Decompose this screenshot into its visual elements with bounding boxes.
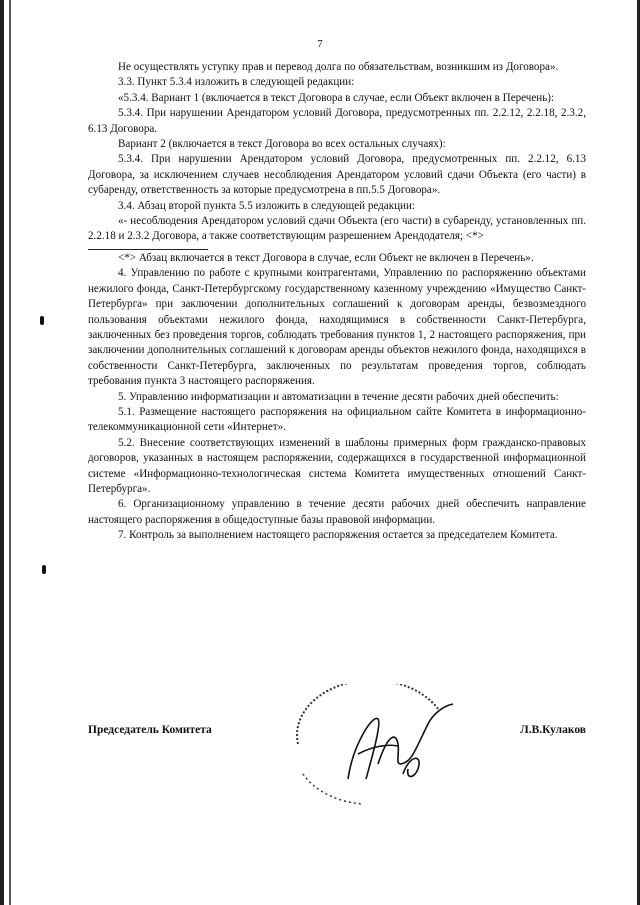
signatory-name: Л.В.Кулаков: [520, 724, 586, 736]
paragraph: 7. Контроль за выполнением настоящего распоряжения остается за председателем Комитета.: [118, 529, 558, 542]
signatory-title: Председатель Комитета: [88, 724, 212, 736]
paragraph: 4. Управлению по работе с крупными контрагентами, Управлению по распоряжению объектами нежилого фонда, Санкт-Петербургскому государственному казенному учреждению «Имущество Санкт-Петербурга» при заключении дополнительных соглашений к договорам аренды, безвозмездного пользования объектами нежилого фонда, находящимися в собственности Санкт-Петербурга, заключенных без проведения торгов, соблюдать требования пунктов 1, 2 настоящего распоряжения, при заключении дополнительных соглашений к договорам аренды объектов нежилого фонда, находящихся в собственности Санкт-Петербурга, заключенных по результатам проведения торгов, соблюдать требования пункта 3 настоящего распоряжения.: [88, 267, 586, 388]
paragraph: 5.3.4. При нарушении Арендатором условий Договора, предусмотренных пп. 2.2.12, 6.13 Договора, за исключением случаев несоблюдения Арендатором условий сдачи Объекта (его части) в субаренду, ответственность за которые предусмотрена в пп.5.5 Договора».: [88, 153, 586, 197]
paragraph: «- несоблюдения Арендатором условий сдачи Объекта (его части) в субаренду, установленных пп. 2.2.18 и 2.3.2 Договора, а также соответствующим разрешением Арендодателя; <*>: [88, 215, 586, 243]
paragraph: 5.3.4. При нарушении Арендатором условий Договора, предусмотренных пп. 2.2.12, 2.2.18, 2.3.2, 6.13 Договора.: [88, 107, 586, 135]
paragraph: 3.3. Пункт 5.3.4 изложить в следующей редакции:: [118, 76, 355, 89]
scan-edge-left-inner: [9, 0, 11, 905]
document-body: [88, 60, 586, 544]
scan-mark: [42, 565, 46, 574]
paragraph: Не осуществлять уступку прав и перевод долга по обязательствам, возникшим из Договора».: [118, 61, 559, 73]
paragraph: 5.1. Размещение настоящего распоряжения на официальном сайте Комитета в информационно-телекоммуникационной сети «Интернет».: [88, 405, 586, 434]
footnote-divider: [88, 249, 208, 250]
footnote: <*> Абзац включается в текст Договора в случае, если Объект не включен в Перечень».: [118, 251, 534, 264]
paragraph: 5.2. Внесение соответствующих изменений в шаблоны примерных форм гражданско-правовых договоров, указанных в настоящем распоряжении, содержащихся в государственной информационной системе «Информационно-технологическая система Комитета имущественных отношений Санкт-Петербурга».: [88, 436, 586, 495]
signature-block: [88, 690, 586, 830]
stamp-signature-image: [278, 684, 468, 814]
page-number: 7: [317, 38, 323, 50]
paragraph: 6. Организационному управлению в течение десяти рабочих дней обеспечить направление настоящего распоряжения в общедоступные базы правовой информации.: [88, 498, 586, 526]
paragraph: 3.4. Абзац второй пункта 5.5 изложить в следующей редакции:: [118, 199, 416, 212]
scan-mark: [40, 316, 44, 325]
scan-edge-left: [0, 0, 4, 905]
paragraph: 5. Управлению информатизации и автоматизации в течение десяти рабочих дней обеспечить:: [118, 390, 559, 403]
paragraph: «5.3.4. Вариант 1 (включается в текст Договора в случае, если Объект включен в Перечень):: [118, 91, 555, 104]
paragraph: Вариант 2 (включается в текст Договора во всех остальных случаях):: [118, 138, 446, 151]
